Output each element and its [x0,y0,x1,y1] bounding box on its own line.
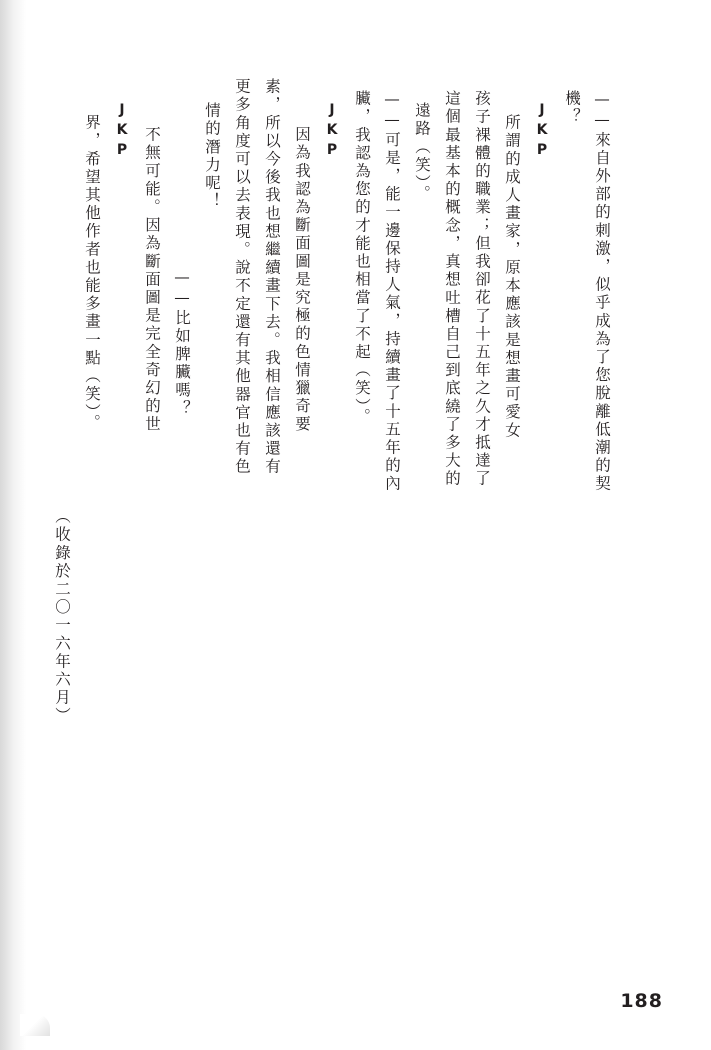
column-group-left [39,78,339,898]
text-column-8: ——可是，能一邊保持人氣，持續畫了十五年的內 [383,90,401,494]
text-column-5: 孩子裸體的職業；但我卻花了十五年之久才抵達了 [473,90,491,489]
text-column-18: 界，希望其他作者也能多畫一點（笑）。 [83,114,101,433]
text-column-7: 遠路（笑）。 [413,102,431,203]
page-top-edge [0,0,711,4]
text-column-15: ——比如脾臟嗎？ [173,268,191,418]
text-column-4: 所謂的成人畫家，原本應該是想畫可愛女 [503,114,521,440]
text-column-1: ——來自外部的刺激，似乎成為了您脫離低潮的契 [593,90,611,494]
text-column-13: 更多角度可以去表現。說不定還有其他器官也有色 [233,78,251,477]
vertical-text-body [39,78,659,898]
column-group-right [339,78,609,898]
text-column-9: 臟，我認為您的才能也相當了不起（笑）。 [353,90,371,427]
speaker-label-jkp-1: JKP [534,102,550,162]
text-column-14: 情的潛力呢！ [203,102,221,211]
text-column-12: 素，所以今後我也想繼續畫下去。我相信應該還有 [263,78,281,477]
text-column-11: 因為我認為斷面圖是究極的色情獵奇要 [293,126,311,434]
text-column-2: 機？ [563,90,581,127]
page-number: 188 [620,990,663,1012]
page-spine-shadow [0,0,26,1050]
page-corner-fold [20,1014,50,1036]
text-column-closing: （收錄於二〇一六年六月） [53,508,71,726]
speaker-label-jkp-2: JKP [324,102,340,162]
text-column-17: 不無可能。因為斷面圖是完全奇幻的世 [143,126,161,434]
text-column-6: 這個最基本的概念，真想吐槽自己到底繞了多大的 [443,90,461,489]
speaker-label-jkp-3: JKP [114,102,130,162]
